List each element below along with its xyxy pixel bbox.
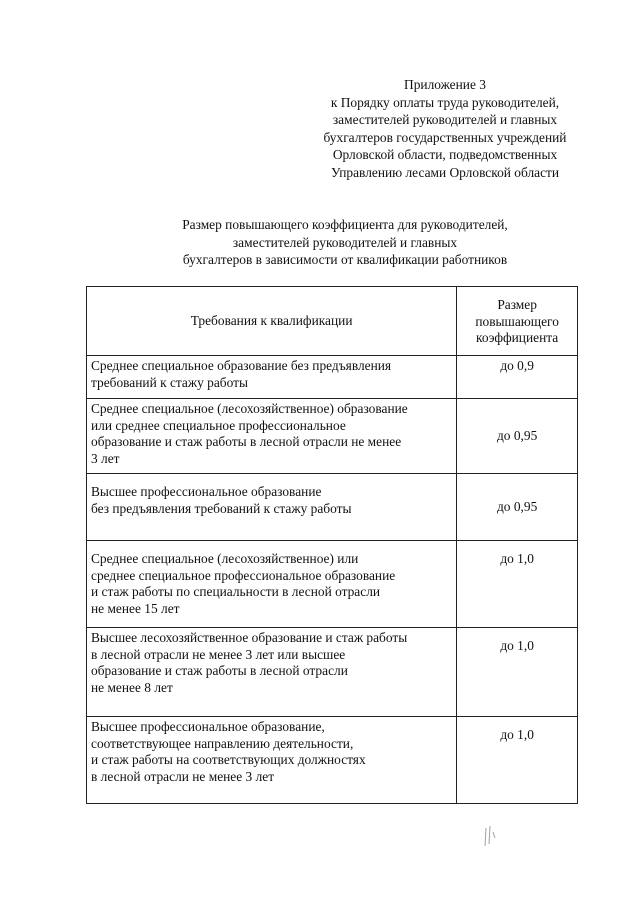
table-row (87, 628, 578, 717)
coefficient-cell: до 1,0 (457, 717, 578, 804)
table-row (87, 717, 578, 804)
requirement-line: образование и стаж работы в лесной отрасли не менее (91, 434, 402, 449)
requirement-cell (87, 356, 457, 399)
requirement-line: без предъявления требований к стажу работы (91, 500, 352, 516)
requirement-line: в лесной отрасли не менее 3 лет или высшее (91, 646, 346, 662)
table-row (87, 474, 578, 541)
requirement-line: Высшее профессиональное образование (91, 484, 322, 499)
requirement-cell (87, 474, 457, 541)
appendix-line: бухгалтеров государственных учреждений (323, 129, 567, 145)
requirement-cell (87, 717, 457, 804)
coefficient-cell: до 0,95 (457, 474, 578, 541)
requirement-line: требований к стажу работы (91, 374, 248, 390)
appendix-reference (300, 76, 590, 181)
table-row (87, 541, 578, 628)
requirement-cell (87, 541, 457, 628)
requirement-line: соответствующее направлению деятельности, (91, 735, 354, 751)
coefficient-cell: до 0,9 (457, 356, 578, 399)
header-coefficient-line: Размер (497, 297, 537, 313)
coefficient-cell: до 1,0 (457, 541, 578, 628)
title-line: заместителей руководителей и главных (232, 234, 458, 250)
pen-mark-icon (480, 824, 502, 850)
header-coefficient-line: повышающего (475, 313, 559, 329)
requirement-line: Среднее специальное (лесохозяйственное) образование (91, 401, 408, 416)
coefficient-cell: до 0,95 (457, 399, 578, 474)
title-line: Размер повышающего коэффициента для руководителей, (182, 217, 508, 232)
appendix-line: Приложение 3 (404, 77, 486, 92)
table-row (87, 356, 578, 399)
coefficient-cell: до 1,0 (457, 628, 578, 717)
table-header-row (87, 287, 578, 356)
requirement-line: 3 лет (91, 450, 120, 466)
requirement-line: Среднее специальное (лесохозяйственное) или (91, 551, 359, 566)
requirement-line: и стаж работы по специальности в лесной отрасли (91, 584, 381, 599)
appendix-line: Управлению лесами Орловской области (330, 164, 560, 180)
document-title (130, 216, 560, 269)
requirement-line: не менее 15 лет (91, 600, 180, 616)
title-line: бухгалтеров в зависимости от квалификации работников (182, 252, 508, 267)
requirement-cell (87, 628, 457, 717)
requirement-cell (87, 399, 457, 474)
requirement-line: или среднее специальное профессиональное (91, 417, 346, 433)
header-coefficient-line: коэффициента (476, 330, 559, 346)
requirement-line: Высшее профессиональное образование, (91, 719, 325, 734)
requirement-line: Высшее лесохозяйственное образование и стаж работы (91, 630, 408, 645)
appendix-line: Орловской области, подведомственных (332, 147, 558, 162)
requirement-line: и стаж работы на соответствующих должностях (91, 752, 366, 767)
appendix-line: заместителей руководителей и главных (332, 112, 558, 127)
requirement-line: среднее специальное профессиональное образование (91, 567, 396, 583)
table-row (87, 399, 578, 474)
requirement-line: Среднее специальное образование без предъявления (91, 358, 392, 373)
header-requirements: Требования к квалификации (87, 287, 457, 356)
requirement-line: в лесной отрасли не менее 3 лет (91, 768, 275, 784)
qualification-table (86, 286, 578, 804)
requirement-line: образование и стаж работы в лесной отрасли (91, 663, 348, 678)
requirement-line: не менее 8 лет (91, 679, 173, 695)
header-coefficient (457, 287, 578, 356)
appendix-line: к Порядку оплаты труда руководителей, (330, 94, 560, 110)
